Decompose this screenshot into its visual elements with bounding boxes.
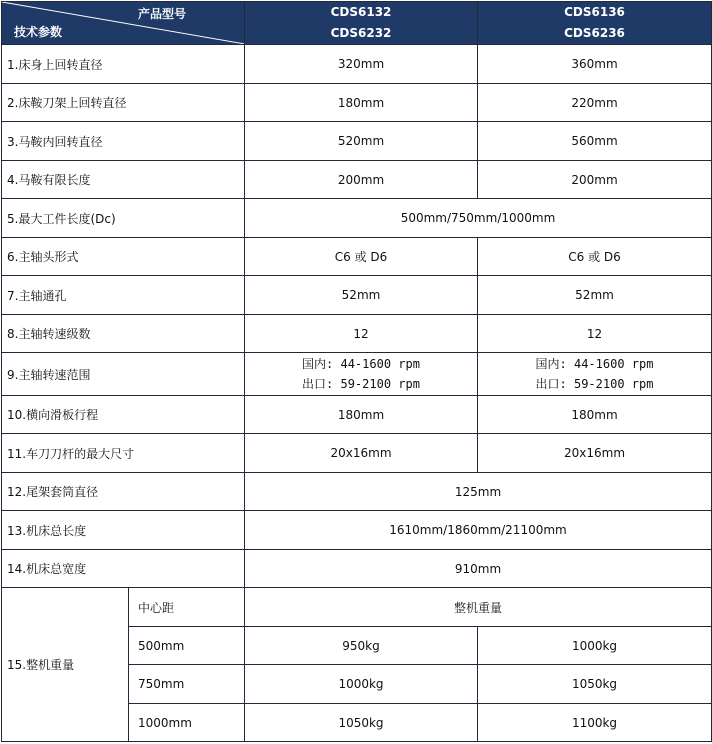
- table-row: [2, 161, 712, 199]
- row-label: 7.主轴通孔: [2, 276, 245, 315]
- model-col-2: [478, 2, 712, 45]
- row-value: C6 或 D6: [245, 238, 478, 276]
- weight-value: 1000kg: [245, 665, 478, 704]
- machine-weight-label: 整机重量: [245, 588, 712, 627]
- row-label: 5.最大工件长度(Dc): [2, 199, 245, 238]
- table-row: [2, 473, 712, 511]
- row-value: 220mm: [478, 84, 712, 122]
- model-2b: CDS6236: [564, 26, 625, 40]
- center-distance-value: 500mm: [129, 627, 245, 665]
- header-corner-cell: [2, 2, 245, 45]
- row-value: 20x16mm: [245, 434, 478, 473]
- weight-value: 950kg: [245, 627, 478, 665]
- row-value: 52mm: [478, 276, 712, 315]
- row-label: 6.主轴头形式: [2, 238, 245, 276]
- tech-params-label: 技术参数: [14, 25, 63, 39]
- row-label: 14.机床总宽度: [2, 550, 245, 588]
- row-value: 12: [478, 315, 712, 353]
- weight-value: 1100kg: [478, 704, 712, 742]
- speed-domestic: 国内: 44-1600 rpm: [302, 357, 420, 371]
- weight-value: 1000kg: [478, 627, 712, 665]
- row-value: 500mm/750mm/1000mm: [245, 199, 712, 238]
- row-label: 1.床身上回转直径: [2, 45, 245, 84]
- row-label: 3.马鞍内回转直径: [2, 122, 245, 161]
- row-label: 13.机床总长度: [2, 511, 245, 550]
- table-row: [2, 122, 712, 161]
- table-row: [2, 315, 712, 353]
- row-value: 125mm: [245, 473, 712, 511]
- table-row: [2, 45, 712, 84]
- table-row: [2, 396, 712, 434]
- table-row: [2, 550, 712, 588]
- speed-domestic: 国内: 44-1600 rpm: [535, 357, 654, 371]
- row-label: 9.主轴转速范围: [2, 353, 245, 396]
- row-value: 320mm: [245, 45, 478, 84]
- row-value: 200mm: [478, 161, 712, 199]
- row-value: 200mm: [245, 161, 478, 199]
- model-1b: CDS6232: [330, 26, 392, 40]
- row-value: 180mm: [478, 396, 712, 434]
- table-row: [2, 84, 712, 122]
- row-value: C6 或 D6: [478, 238, 712, 276]
- table-row: [2, 238, 712, 276]
- weight-value: 1050kg: [478, 665, 712, 704]
- center-distance-label: 中心距: [129, 588, 245, 627]
- row-label: 4.马鞍有限长度: [2, 161, 245, 199]
- row-value: 180mm: [245, 396, 478, 434]
- row-label: 11.车刀刀杆的最大尺寸: [2, 434, 245, 473]
- spec-table: [1, 1, 712, 742]
- weight-label: 15.整机重量: [2, 588, 129, 742]
- row-value: 52mm: [245, 276, 478, 315]
- table-row: [2, 511, 712, 550]
- model-1a: CDS6132: [330, 5, 392, 19]
- row-label: 10.横向滑板行程: [2, 396, 245, 434]
- product-model-label: 产品型号: [137, 7, 186, 21]
- row-value: 20x16mm: [478, 434, 712, 473]
- speed-export: 出口: 59-2100 rpm: [302, 377, 420, 391]
- weight-header-row: [2, 588, 712, 627]
- row-value: 560mm: [478, 122, 712, 161]
- row-label: 8.主轴转速级数: [2, 315, 245, 353]
- weight-value: 1050kg: [245, 704, 478, 742]
- row-value: 360mm: [478, 45, 712, 84]
- row-value: 180mm: [245, 84, 478, 122]
- row-value: 910mm: [245, 550, 712, 588]
- row-value: 12: [245, 315, 478, 353]
- row-value: [245, 353, 478, 396]
- table-row: [2, 276, 712, 315]
- row-value: [478, 353, 712, 396]
- table-row: [2, 353, 712, 396]
- row-label: 2.床鞍刀架上回转直径: [2, 84, 245, 122]
- model-2a: CDS6136: [564, 5, 625, 19]
- table-row: [2, 199, 712, 238]
- row-label: 12.尾架套筒直径: [2, 473, 245, 511]
- center-distance-value: 1000mm: [129, 704, 245, 742]
- center-distance-value: 750mm: [129, 665, 245, 704]
- row-value: 1610mm/1860mm/21100mm: [245, 511, 712, 550]
- speed-export: 出口: 59-2100 rpm: [535, 377, 654, 391]
- table-row: [2, 434, 712, 473]
- model-col-1: [245, 2, 478, 45]
- row-value: 520mm: [245, 122, 478, 161]
- header-row: [2, 2, 712, 45]
